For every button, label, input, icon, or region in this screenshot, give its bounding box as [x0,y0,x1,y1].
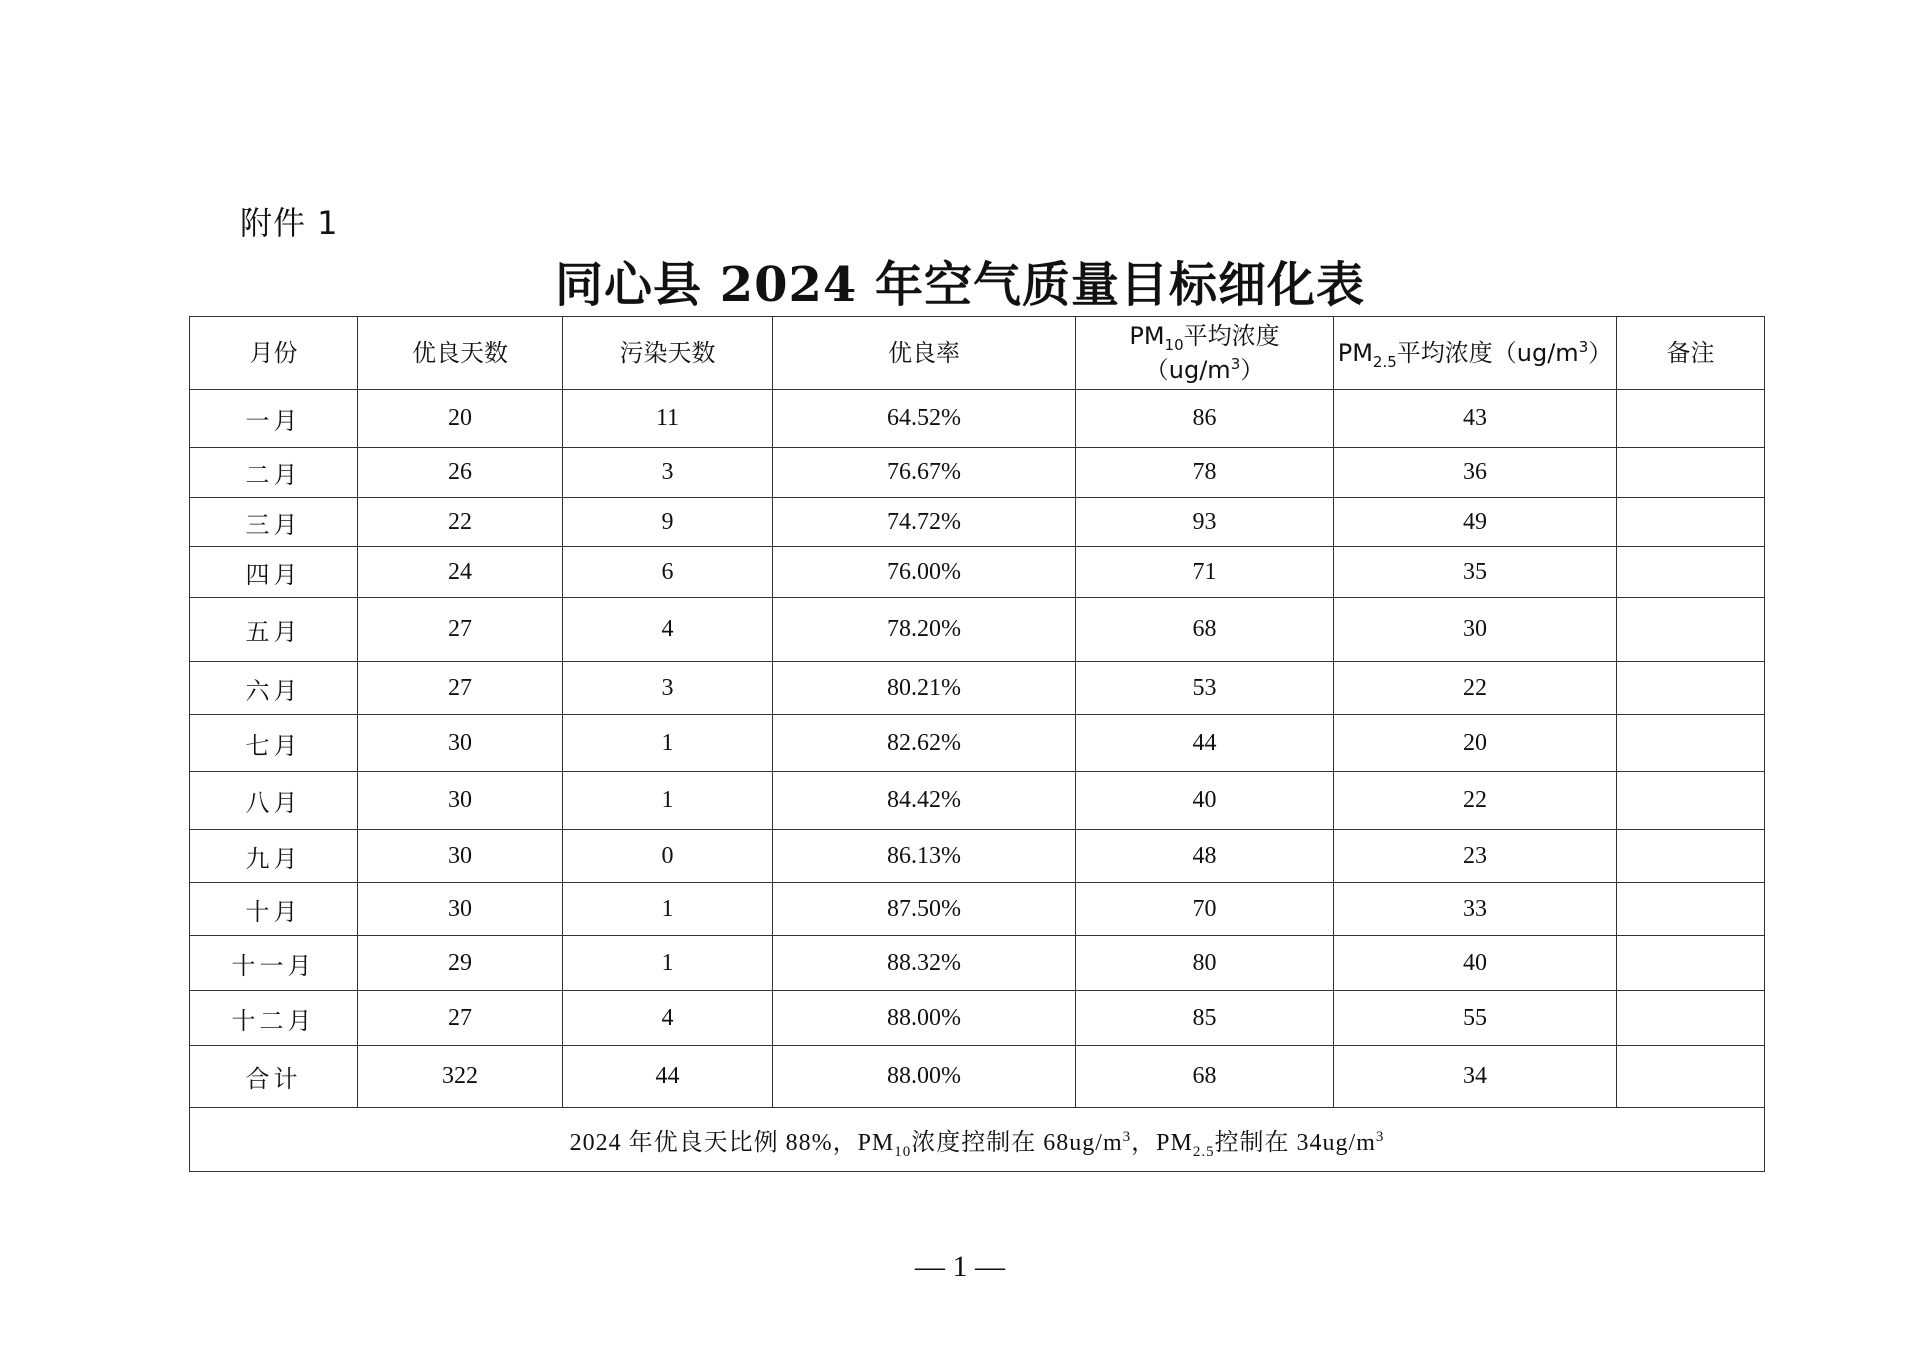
page-number: — 1 — [915,1250,1005,1283]
cell-remarks [1617,448,1765,498]
footnote-part3: ，PM [1131,1130,1193,1156]
cell-remarks [1617,1046,1765,1108]
cell-remarks [1617,498,1765,547]
table-row [190,547,1765,598]
cell-polluted-days: 4 [563,991,773,1046]
pm25-unit-close: ） [1588,339,1613,367]
header-good-rate: 优良率 [773,317,1076,390]
cell-pm25: 55 [1334,991,1617,1046]
cell-good-days: 26 [358,448,563,498]
table-total-row [190,1046,1765,1108]
cell-good-rate: 84.42% [773,772,1076,830]
cell-polluted-days: 11 [563,390,773,448]
header-pm25 [1334,317,1617,390]
table-header-row [190,317,1765,390]
pm10-unit-sup: 3 [1230,355,1241,373]
cell-month: 七月 [190,715,358,772]
cell-pm10: 48 [1076,830,1334,883]
cell-polluted-days: 9 [563,498,773,547]
header-good-days: 优良天数 [358,317,563,390]
table-row [190,936,1765,991]
footnote-sub2: 2.5 [1192,1143,1215,1160]
cell-pm10: 78 [1076,448,1334,498]
footnote-sup1: 3 [1122,1129,1132,1145]
footnote-sup2: 3 [1375,1129,1385,1145]
cell-pm25: 20 [1334,715,1617,772]
cell-good-days: 27 [358,598,563,662]
cell-pm10: 70 [1076,883,1334,936]
cell-good-rate: 80.21% [773,662,1076,715]
cell-pm25: 36 [1334,448,1617,498]
cell-pm25: 35 [1334,547,1617,598]
pm10-label: 平均浓度 [1183,322,1280,350]
cell-remarks [1617,598,1765,662]
cell-pm10: 44 [1076,715,1334,772]
cell-good-days: 27 [358,991,563,1046]
cell-polluted-days: 44 [563,1046,773,1108]
table-row [190,715,1765,772]
cell-good-days: 27 [358,662,563,715]
cell-pm25: 40 [1334,936,1617,991]
cell-good-rate: 74.72% [773,498,1076,547]
table-row [190,883,1765,936]
cell-polluted-days: 4 [563,598,773,662]
cell-pm25: 23 [1334,830,1617,883]
cell-good-days: 30 [358,883,563,936]
cell-remarks [1617,547,1765,598]
cell-good-days: 30 [358,715,563,772]
cell-month: 五月 [190,598,358,662]
cell-pm10: 71 [1076,547,1334,598]
cell-month: 一月 [190,390,358,448]
cell-remarks [1617,772,1765,830]
cell-pm25: 49 [1334,498,1617,547]
cell-pm10: 68 [1076,1046,1334,1108]
cell-good-days: 29 [358,936,563,991]
cell-pm25: 43 [1334,390,1617,448]
cell-month: 九月 [190,830,358,883]
cell-pm10: 40 [1076,772,1334,830]
table-row [190,830,1765,883]
cell-good-rate: 78.20% [773,598,1076,662]
cell-month: 三月 [190,498,358,547]
cell-polluted-days: 1 [563,772,773,830]
cell-remarks [1617,830,1765,883]
pm10-unit-close: ） [1240,356,1265,384]
table-row [190,448,1765,498]
cell-pm25: 22 [1334,772,1617,830]
cell-month: 十一月 [190,936,358,991]
cell-good-rate: 88.32% [773,936,1076,991]
cell-pm10: 85 [1076,991,1334,1046]
cell-month: 十月 [190,883,358,936]
cell-month: 十二月 [190,991,358,1046]
cell-good-rate: 86.13% [773,830,1076,883]
cell-pm25: 30 [1334,598,1617,662]
footnote-part4: 控制在 34ug/m [1214,1130,1376,1156]
table-footnote-row [190,1108,1765,1172]
footnote-part1: 2024 年优良天比例 88%，PM [569,1130,895,1156]
header-remarks: 备注 [1617,317,1765,390]
cell-remarks [1617,991,1765,1046]
cell-month: 四月 [190,547,358,598]
pm10-unit-open: （ug/m [1144,356,1231,384]
cell-pm10: 93 [1076,498,1334,547]
header-polluted-days: 污染天数 [563,317,773,390]
document-title: 同心县 2024 年空气质量目标细化表 [554,257,1366,313]
cell-month: 六月 [190,662,358,715]
pm25-prefix: PM [1337,339,1373,367]
cell-good-days: 22 [358,498,563,547]
header-month: 月份 [190,317,358,390]
pm25-subscript: 2.5 [1372,352,1397,371]
cell-pm25: 22 [1334,662,1617,715]
cell-pm25: 33 [1334,883,1617,936]
pm25-unit-sup: 3 [1578,338,1589,356]
cell-polluted-days: 3 [563,448,773,498]
table-row [190,662,1765,715]
pm25-label: 平均浓度（ug/m [1396,339,1579,367]
table-row [190,991,1765,1046]
cell-good-days: 20 [358,390,563,448]
pm10-prefix: PM [1129,322,1165,350]
cell-good-days: 30 [358,830,563,883]
cell-good-rate: 87.50% [773,883,1076,936]
cell-good-rate: 76.00% [773,547,1076,598]
cell-remarks [1617,715,1765,772]
cell-good-rate: 88.00% [773,991,1076,1046]
table-footnote [190,1108,1765,1172]
cell-pm10: 68 [1076,598,1334,662]
cell-pm25: 34 [1334,1046,1617,1108]
cell-good-rate: 88.00% [773,1046,1076,1108]
table-row [190,772,1765,830]
cell-good-days: 24 [358,547,563,598]
cell-remarks [1617,883,1765,936]
cell-good-rate: 64.52% [773,390,1076,448]
cell-good-rate: 76.67% [773,448,1076,498]
cell-polluted-days: 1 [563,715,773,772]
cell-polluted-days: 1 [563,883,773,936]
cell-remarks [1617,390,1765,448]
cell-remarks [1617,662,1765,715]
footnote-sub1: 10 [894,1143,912,1160]
cell-pm10: 80 [1076,936,1334,991]
cell-good-days: 30 [358,772,563,830]
air-quality-table [189,316,1765,1172]
cell-good-rate: 82.62% [773,715,1076,772]
cell-month: 合计 [190,1046,358,1108]
cell-pm10: 53 [1076,662,1334,715]
cell-pm10: 86 [1076,390,1334,448]
table-row [190,498,1765,547]
cell-polluted-days: 1 [563,936,773,991]
cell-polluted-days: 6 [563,547,773,598]
cell-remarks [1617,936,1765,991]
pm10-subscript: 10 [1164,335,1184,354]
cell-good-days: 322 [358,1046,563,1108]
header-pm10 [1076,317,1334,390]
cell-month: 八月 [190,772,358,830]
table-row [190,598,1765,662]
cell-month: 二月 [190,448,358,498]
cell-polluted-days: 0 [563,830,773,883]
footnote-part2: 浓度控制在 68ug/m [911,1130,1123,1156]
table-row [190,390,1765,448]
attachment-label: 附件 1 [240,204,339,242]
cell-polluted-days: 3 [563,662,773,715]
